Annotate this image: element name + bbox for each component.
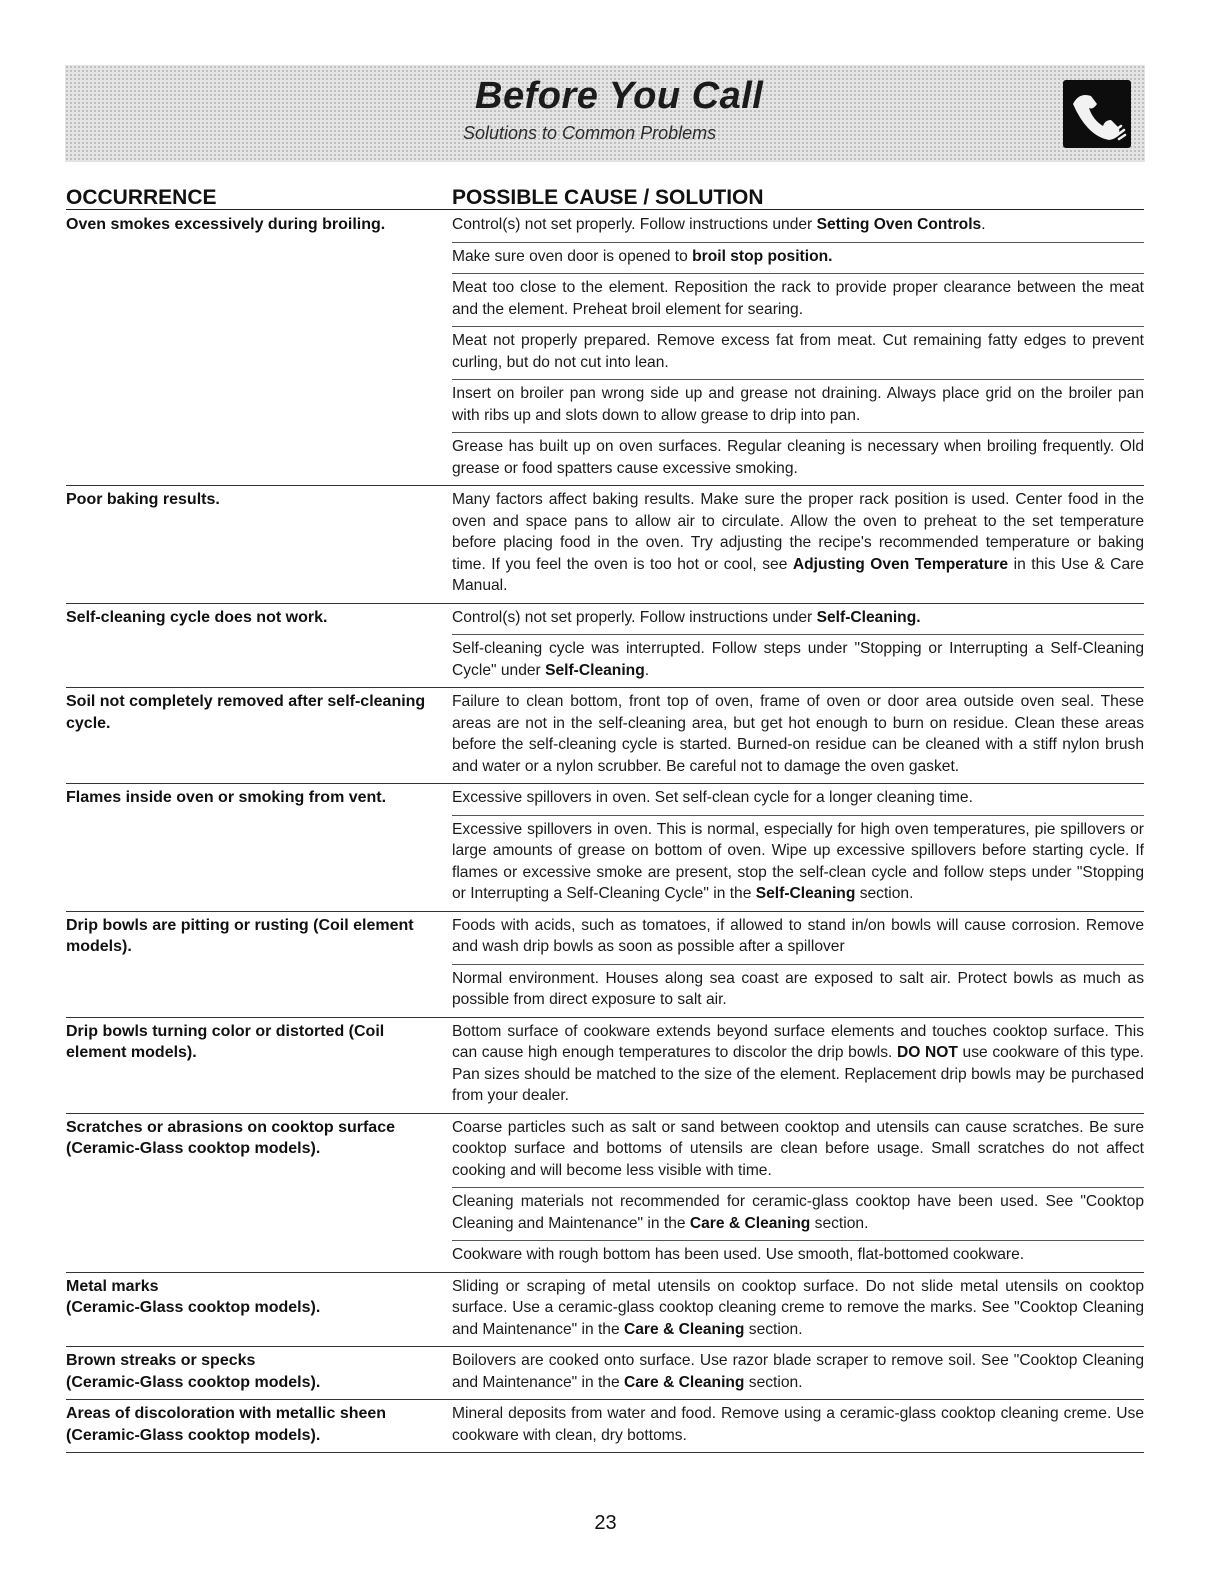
occurrence-cell: Drip bowls are pitting or rusting (Coil element models). bbox=[66, 916, 414, 955]
solution-item: Mineral deposits from water and food. Remove using a ceramic-glass cooktop cleaning creme. Use cookware with clean, dry bottoms. bbox=[452, 1405, 1144, 1444]
table-row bbox=[66, 688, 1144, 784]
occurrence-header: OCCURRENCE bbox=[66, 186, 217, 209]
solution-item: Coarse particles such as salt or sand between cooktop and utensils can cause scratches. Be sure cooktop surface and bottoms of utensils are clean before usage. Small scratches do not affect cooking and will become less visible with time. bbox=[452, 1118, 1144, 1179]
solution-cell bbox=[452, 1400, 1144, 1452]
occurrence-cell: Areas of discoloration with metallic sheen (Ceramic-Glass cooktop models). bbox=[66, 1405, 387, 1444]
banner-subtitle: Solutions to Common Problems bbox=[463, 123, 717, 143]
solution-item: Insert on broiler pan wrong side up and grease not draining. Always place grid on the broiler pan with ribs up and slots down to allow grease to drip into pan. bbox=[452, 379, 1144, 432]
table-row bbox=[66, 604, 1144, 689]
solution-item: Control(s) not set properly. Follow instructions under Self-Cleaning. bbox=[452, 608, 921, 626]
table-row bbox=[66, 1018, 1144, 1114]
table-row bbox=[66, 1273, 1144, 1348]
table-row bbox=[66, 912, 1144, 1018]
occurrence-cell: Drip bowls turning color or distorted (Coil element models). bbox=[66, 1022, 385, 1061]
solution-item: Meat too close to the element. Reposition the rack to provide proper clearance between the meat and the element. Preheat broil element for searing. bbox=[452, 273, 1144, 326]
solution-cell bbox=[452, 1018, 1144, 1113]
occurrence-cell: Metal marks (Ceramic-Glass cooktop models). bbox=[66, 1277, 321, 1316]
table-row bbox=[66, 486, 1144, 604]
solution-item: Bottom surface of cookware extends beyond surface elements and touches cooktop surface. This can cause high enough temperatures to discolor the drip bowls. DO NOT use cookware of this type. Pan sizes should be matched to the size of the element. Replacement drip bowls may be purchased from your dealer. bbox=[452, 1022, 1145, 1104]
banner-title: Before You Call bbox=[475, 75, 764, 117]
occurrence-cell: Scratches or abrasions on cooktop surface (Ceramic-Glass cooktop models). bbox=[66, 1118, 395, 1157]
solution-cell bbox=[452, 211, 1144, 485]
solution-item: Normal environment. Houses along sea coast are exposed to salt air. Protect bowls as much as possible from direct exposure to salt air. bbox=[452, 964, 1144, 1017]
occurrence-cell: Self-cleaning cycle does not work. bbox=[66, 608, 328, 626]
table-row bbox=[66, 784, 1144, 912]
solution-cell bbox=[452, 1273, 1144, 1347]
solution-cell bbox=[452, 688, 1144, 783]
solution-item: Sliding or scraping of metal utensils on cooktop surface. Do not slide metal utensils on cooktop surface. Use a ceramic-glass cooktop cleaning creme to remove the marks. See "Cooktop Cleaning and Maintenance" in the Care & Cleaning section. bbox=[452, 1277, 1144, 1338]
table-row bbox=[66, 211, 1144, 486]
solution-item: Self-cleaning cycle was interrupted. Follow steps under "Stopping or Interrupting a Self-Cleaning Cycle" under Self-Cleaning. bbox=[452, 634, 1144, 687]
occurrence-cell: Flames inside oven or smoking from vent. bbox=[66, 789, 387, 806]
occurrence-cell: Poor baking results. bbox=[66, 491, 220, 508]
solution-cell bbox=[452, 486, 1144, 603]
solution-item: Grease has built up on oven surfaces. Regular cleaning is necessary when broiling frequently. Old grease or food spatters cause excessive smoking. bbox=[452, 432, 1144, 485]
solution-item: Foods with acids, such as tomatoes, if allowed to stand in/on bowls will cause corrosion. Remove and wash drip bowls as soon as possible after a spillover bbox=[452, 916, 1144, 955]
table-row bbox=[66, 1114, 1144, 1273]
occurrence-cell: Brown streaks or specks (Ceramic-Glass cooktop models). bbox=[66, 1352, 321, 1391]
solution-item: Excessive spillovers in oven. This is normal, especially for high oven temperatures, pie spillovers or large amounts of grease on bottom of oven. Wipe up excessive spillovers before starting cycle. If flames or excessive smoke are present, stop the self-clean cycle and follow steps under "Stopping or Interrupting a Self-Cleaning Cycle" in the Self-Cleaning section. bbox=[452, 815, 1144, 911]
solution-item: Cleaning materials not recommended for ceramic-glass cooktop have been used. See "Cooktop Cleaning and Maintenance" in the Care & Cleaning section. bbox=[452, 1187, 1144, 1240]
troubleshooting-table bbox=[66, 211, 1144, 1453]
solution-item: Control(s) not set properly. Follow instructions under Setting Oven Controls. bbox=[452, 216, 986, 233]
table-row bbox=[66, 1400, 1144, 1453]
solution-item: Meat not properly prepared. Remove excess fat from meat. Cut remaining fatty edges to prevent curling, but do not cut into lean. bbox=[452, 326, 1144, 379]
telephone-icon bbox=[1063, 80, 1131, 148]
solution-item: Boilovers are cooked onto surface. Use razor blade scraper to remove soil. See "Cooktop Cleaning and Maintenance" in the Care & Cleaning section. bbox=[452, 1352, 1144, 1391]
solution-cell bbox=[452, 912, 1144, 1017]
page-number: 23 bbox=[594, 1512, 617, 1534]
header-rule bbox=[66, 209, 1144, 210]
solution-cell bbox=[452, 1347, 1144, 1399]
solution-item: Many factors affect baking results. Make sure the proper rack position is used. Center food in the oven and space pans to allow air to circulate. Allow the oven to preheat to the set temperature before placing food in the oven. Try adjusting the recipe's recommended temperature or baking time. If you feel the oven is too hot or cool, see Adjusting Oven Temperature in this Use & Care Manual. bbox=[452, 491, 1144, 594]
solution-item: Failure to clean bottom, front top of oven, frame of oven or door area outside oven seal. These areas are not in the self-cleaning area, but get hot enough to burn on residue. Clean these areas before the self-cleaning cycle is started. Burned-on residue can be cleaned with a stiff nylon brush and water or a nylon scrubber. Be careful not to damage the oven gasket. bbox=[452, 693, 1144, 775]
table-row bbox=[66, 1347, 1144, 1400]
solution-header: POSSIBLE CAUSE / SOLUTION bbox=[452, 186, 764, 209]
solution-item: Make sure oven door is opened to broil stop position. bbox=[452, 242, 1144, 274]
solution-cell bbox=[452, 604, 1144, 688]
occurrence-cell: Soil not completely removed after self-cleaning cycle. bbox=[66, 693, 426, 732]
occurrence-cell: Oven smokes excessively during broiling. bbox=[66, 216, 386, 233]
header-banner bbox=[65, 65, 1145, 162]
solution-cell bbox=[452, 784, 1144, 911]
solution-cell bbox=[452, 1114, 1144, 1272]
solution-item: Cookware with rough bottom has been used. Use smooth, flat-bottomed cookware. bbox=[452, 1240, 1144, 1272]
solution-item: Excessive spillovers in oven. Set self-clean cycle for a longer cleaning time. bbox=[452, 789, 973, 806]
